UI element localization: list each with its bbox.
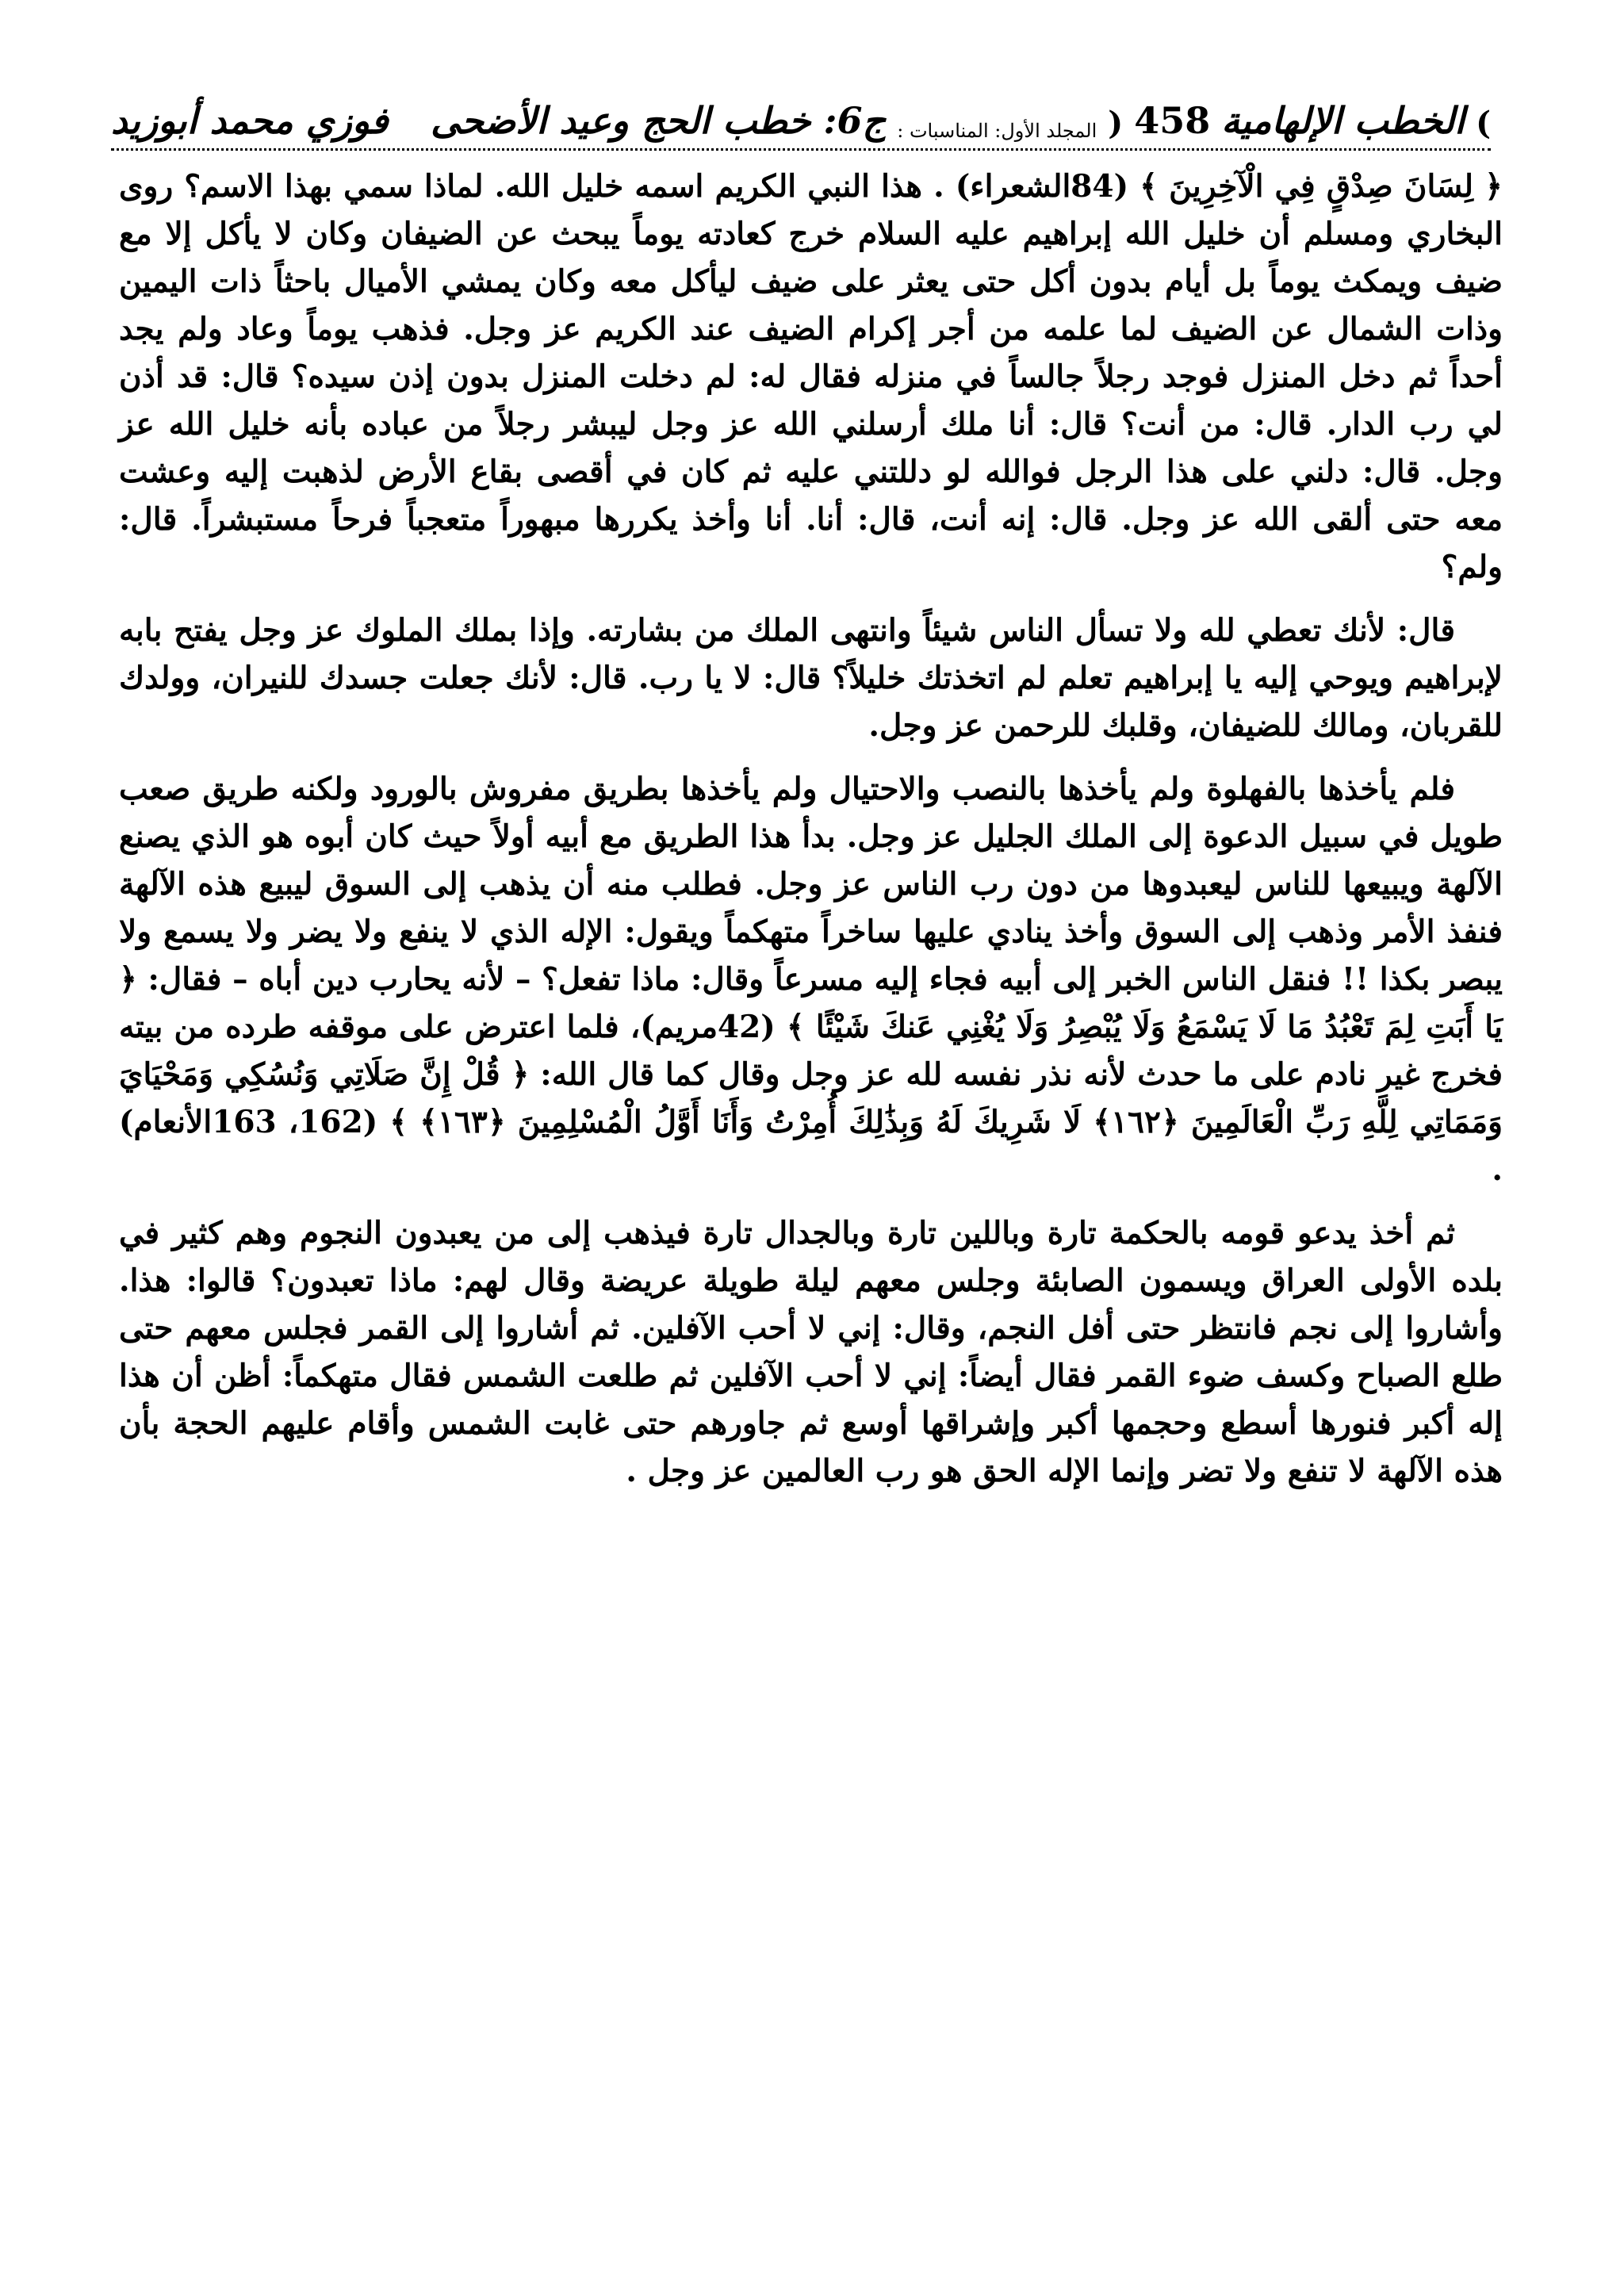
body-text	[119, 163, 1503, 1511]
author-name: فوزي محمد أبوزيد	[111, 99, 389, 142]
header-close-bracket: (	[1108, 105, 1124, 142]
paragraph-3: فلم يأخذها بالفهلوة ولم يأخذها بالنصب والاحتيال ولم يأخذها بطريق مفروش بالورود ولكنه طريق صعب طويل في سبيل الدعوة إلى الملك الجليل عز وجل. بدأ هذا الطريق مع أبيه أولاً حيث كان أبوه هو الذي يصنع الآلهة ويبيعها للناس ليعبدوها من دون رب الناس عز وجل. فطلب منه أن يذهب إلى السوق ليبيع هذه الآلهة فنفذ الأمر وذهب إلى السوق وأخذ ينادي عليها ساخراً متهكماً ويقول: الإله الذي لا ينفع ولا يضر ولا يسمع ولا يبصر بكذا !! فنقل الناس الخبر إلى أبيه فجاء إليه مسرعاً وقال: ماذا تفعل؟ – لأنه يحارب دين أباه – فقال: ﴿ يَا أَبَتِ لِمَ تَعْبُدُ مَا لَا يَسْمَعُ وَلَا يُبْصِرُ وَلَا يُغْنِي عَنكَ شَيْئًا ﴾ (42مريم)، فلما اعترض على موقفه طرده من بيته فخرج غير نادم على ما حدث لأنه نذر نفسه لله عز وجل وقال كما قال الله: ﴿ قُلْ إِنَّ صَلَاتِي وَنُسُكِي وَمَحْيَايَ وَمَمَاتِي لِلَّهِ رَبِّ الْعَالَمِينَ ﴿١٦٢﴾ لَا شَرِيكَ لَهُ وَبِذَٰلِكَ أُمِرْتُ وَأَنَا أَوَّلُ الْمُسْلِمِينَ ﴿١٦٣﴾ ﴾ (162، 163الأنعام) .	[119, 771, 1503, 1188]
section-title: ج6: خطب الحج وعيد الأضحى	[431, 99, 887, 142]
header-open-bracket: )	[1476, 105, 1491, 142]
header-right-group	[431, 99, 1491, 142]
page-header	[111, 75, 1491, 151]
paragraph-4: ثم أخذ يدعو قومه بالحكمة تارة وباللين تارة وبالجدال تارة فيذهب إلى من يعبدون النجوم وهم كثير في بلده الأولى العراق ويسمون الصابئة وجلس معهم ليلة طويلة عريضة وقال لهم: ماذا تعبدون؟ قالوا: هذا. وأشاروا إلى نجم فانتظر حتى أفل النجم، وقال: إني لا أحب الآفلين. ثم أشاروا إلى القمر فجلس معهم حتى طلع الصباح وكسف ضوء القمر فقال أيضاً: إني لا أحب الآفلين ثم طلعت الشمس فقال متهكماً: أظن أن هذا إله أكبر فنورها أسطع وحجمها أكبر وإشراقها أوسع ثم جاورهم حتى غابت الشمس وأقام عليهم الحجة بأن هذه الآلهة لا تنفع ولا تضر وإنما الإله الحق هو رب العالمين عز وجل .	[119, 1215, 1503, 1489]
volume-label: المجلد الأول: المناسبات :	[897, 120, 1097, 142]
page-number: 458	[1134, 99, 1211, 142]
book-title: الخطب الإلهامية	[1221, 99, 1465, 142]
paragraph-2: قال: لأنك تعطي لله ولا تسأل الناس شيئاً وانتهى الملك من بشارته. وإذا بملك الملوك عز وجل يفتح بابه لإبراهيم ويوحي إليه يا إبراهيم تعلم لم اتخذتك خليلاً؟ قال: لا يا رب. قال: لأنك جعلت جسدك للنيران، وولدك للقربان، ومالك للضيفان، وقلبك للرحمن عز وجل.	[119, 612, 1503, 744]
paragraph-1: ﴿ لِسَانَ صِدْقٍ فِي الْآخِرِينَ ﴾ (84الشعراء) . هذا النبي الكريم اسمه خليل الله. لماذا سمي بهذا الاسم؟ روى البخاري ومسلم أن خليل الله إبراهيم عليه السلام خرج كعادته يوماً يبحث عن الضيفان وكان لا يأكل إلا مع ضيف ويمكث يوماً بل أيام بدون أكل حتى يعثر على ضيف ليأكل معه وكان يمشي الأميال باحثاً ذات اليمين وذات الشمال عن الضيف لما علمه من أجر إكرام الضيف عند الكريم عز وجل. فذهب يوماً وعاد ولم يجد أحداً ثم دخل المنزل فوجد رجلاً جالساً في منزله فقال له: لم دخلت المنزل بدون إذن سيده؟ قال: قد أذن لي رب الدار. قال: من أنت؟ قال: أنا ملك أرسلني الله عز وجل ليبشر رجلاً من عباده بأنه خليل الله عز وجل. قال: دلني على هذا الرجل فوالله لو دللتني عليه ثم كان في أقصى بقاع الأرض لذهبت إليه وعشت معه حتى ألقى الله عز وجل. قال: إنه أنت، قال: أنا. أنا وأخذ يكررها مبهوراً متعجباً فرحاً مستبشراً. قال: ولم؟	[119, 168, 1503, 585]
